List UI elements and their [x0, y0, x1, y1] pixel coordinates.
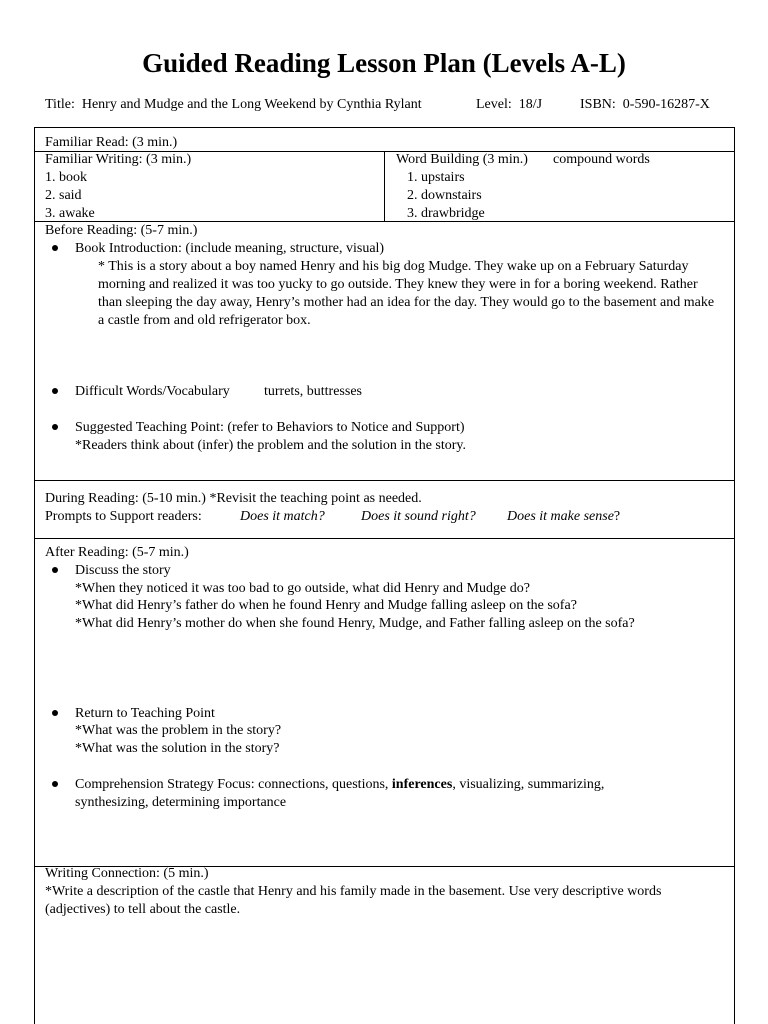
during-reading-heading: During Reading: (5-10 min.) *Revisit the teaching point as needed.: [45, 491, 422, 506]
prompt-make-sense: [507, 508, 620, 526]
table-border-right: [734, 127, 735, 1024]
familiar-read-heading: Familiar Read: (3 min.): [45, 135, 178, 150]
table-border-top: [34, 127, 735, 128]
bullet-icon: [52, 388, 58, 394]
bullet-icon: [52, 245, 58, 251]
level-label: Level:: [476, 97, 512, 112]
familiar-writing-item: 3. awake: [45, 206, 95, 221]
familiar-writing-heading: Familiar Writing: (3 min.): [45, 152, 192, 167]
comprehension-strategy: [75, 776, 604, 794]
teaching-point-text: *Readers think about (infer) the problem and the solution in the story.: [75, 438, 467, 453]
prompt-make-sense-text: Does it make sense: [507, 509, 614, 524]
bullet-icon: [52, 424, 58, 430]
level-value: 18/J: [518, 97, 543, 112]
word-building-focus: compound words: [553, 152, 650, 167]
strategy-suffix: , visualizing, summarizing,: [452, 777, 605, 792]
bullet-icon: [52, 710, 58, 716]
return-question: *What was the solution in the story?: [75, 741, 280, 756]
bullet-icon: [52, 781, 58, 787]
teaching-point-label: Suggested Teaching Point: (refer to Behaviors to Notice and Support): [75, 420, 465, 435]
prompts-label: Prompts to Support readers:: [45, 509, 202, 524]
return-question: *What was the problem in the story?: [75, 723, 282, 738]
writing-connection-heading: Writing Connection: (5 min.): [45, 866, 209, 881]
familiar-writing-item: 1. book: [45, 170, 87, 185]
strategy-prefix: Comprehension Strategy Focus: connections, questions,: [75, 777, 392, 792]
bullet-icon: [52, 567, 58, 573]
isbn-value: 0-590-16287-X: [622, 97, 710, 112]
book-introduction-label: Book Introduction: (include meaning, structure, visual): [75, 241, 385, 256]
discussion-question: *When they noticed it was too bad to go outside, what did Henry and Mudge do?: [75, 581, 530, 596]
word-building-item: 1. upstairs: [407, 170, 465, 185]
before-reading-heading: Before Reading: (5-7 min.): [45, 223, 198, 238]
book-introduction-text: * This is a story about a boy named Henry and his big dog Mudge. They wake up on a February Saturday morning and realized it was too yucky to go outside. They knew they were in for a boring weekend. Rather than sleeping the day away, Henry’s mother had an idea for the day. They would go to the basement and make a castle from and old refrigerator box.: [98, 259, 715, 328]
word-building-heading: Word Building (3 min.): [396, 152, 528, 167]
difficult-words-label: Difficult Words/Vocabulary: [75, 384, 230, 399]
difficult-words-list: turrets, buttresses: [264, 384, 362, 399]
page-title: Guided Reading Lesson Plan (Levels A-L): [142, 48, 626, 78]
prompt-make-sense-mark: ?: [613, 509, 621, 524]
strategy-line-2: synthesizing, determining importance: [75, 795, 287, 810]
level-field: [476, 96, 542, 114]
return-teaching-point-label: Return to Teaching Point: [75, 706, 215, 721]
book-title-label: Title:: [45, 97, 75, 112]
discussion-question: *What did Henry’s mother do when she found Henry, Mudge, and Father falling asleep on the sofa?: [75, 616, 635, 631]
prompt-sound-right: Does it sound right?: [361, 509, 476, 524]
discussion-question: *What did Henry’s father do when he found Henry and Mudge falling asleep on the sofa?: [75, 598, 577, 613]
row-divider-during-reading: [34, 480, 735, 481]
familiar-writing-item: 2. said: [45, 188, 82, 203]
column-divider: [384, 151, 385, 221]
isbn-label: ISBN:: [580, 97, 616, 112]
after-reading-heading: After Reading: (5-7 min.): [45, 545, 189, 560]
discuss-story-label: Discuss the story: [75, 563, 171, 578]
book-title-field: [45, 96, 422, 114]
book-title-value: Henry and Mudge and the Long Weekend by Cynthia Rylant: [81, 97, 422, 112]
row-divider-after-reading: [34, 538, 735, 539]
isbn-field: [580, 96, 710, 114]
strategy-highlight: inferences: [391, 777, 453, 792]
word-building-item: 3. drawbridge: [407, 206, 485, 221]
prompt-match: Does it match?: [240, 509, 325, 524]
word-building-item: 2. downstairs: [407, 188, 482, 203]
writing-connection-text: *Write a description of the castle that Henry and his family made in the basement. Use very descriptive words (adjectives) to tell about the castle.: [45, 884, 662, 917]
table-border-left: [34, 127, 35, 1024]
